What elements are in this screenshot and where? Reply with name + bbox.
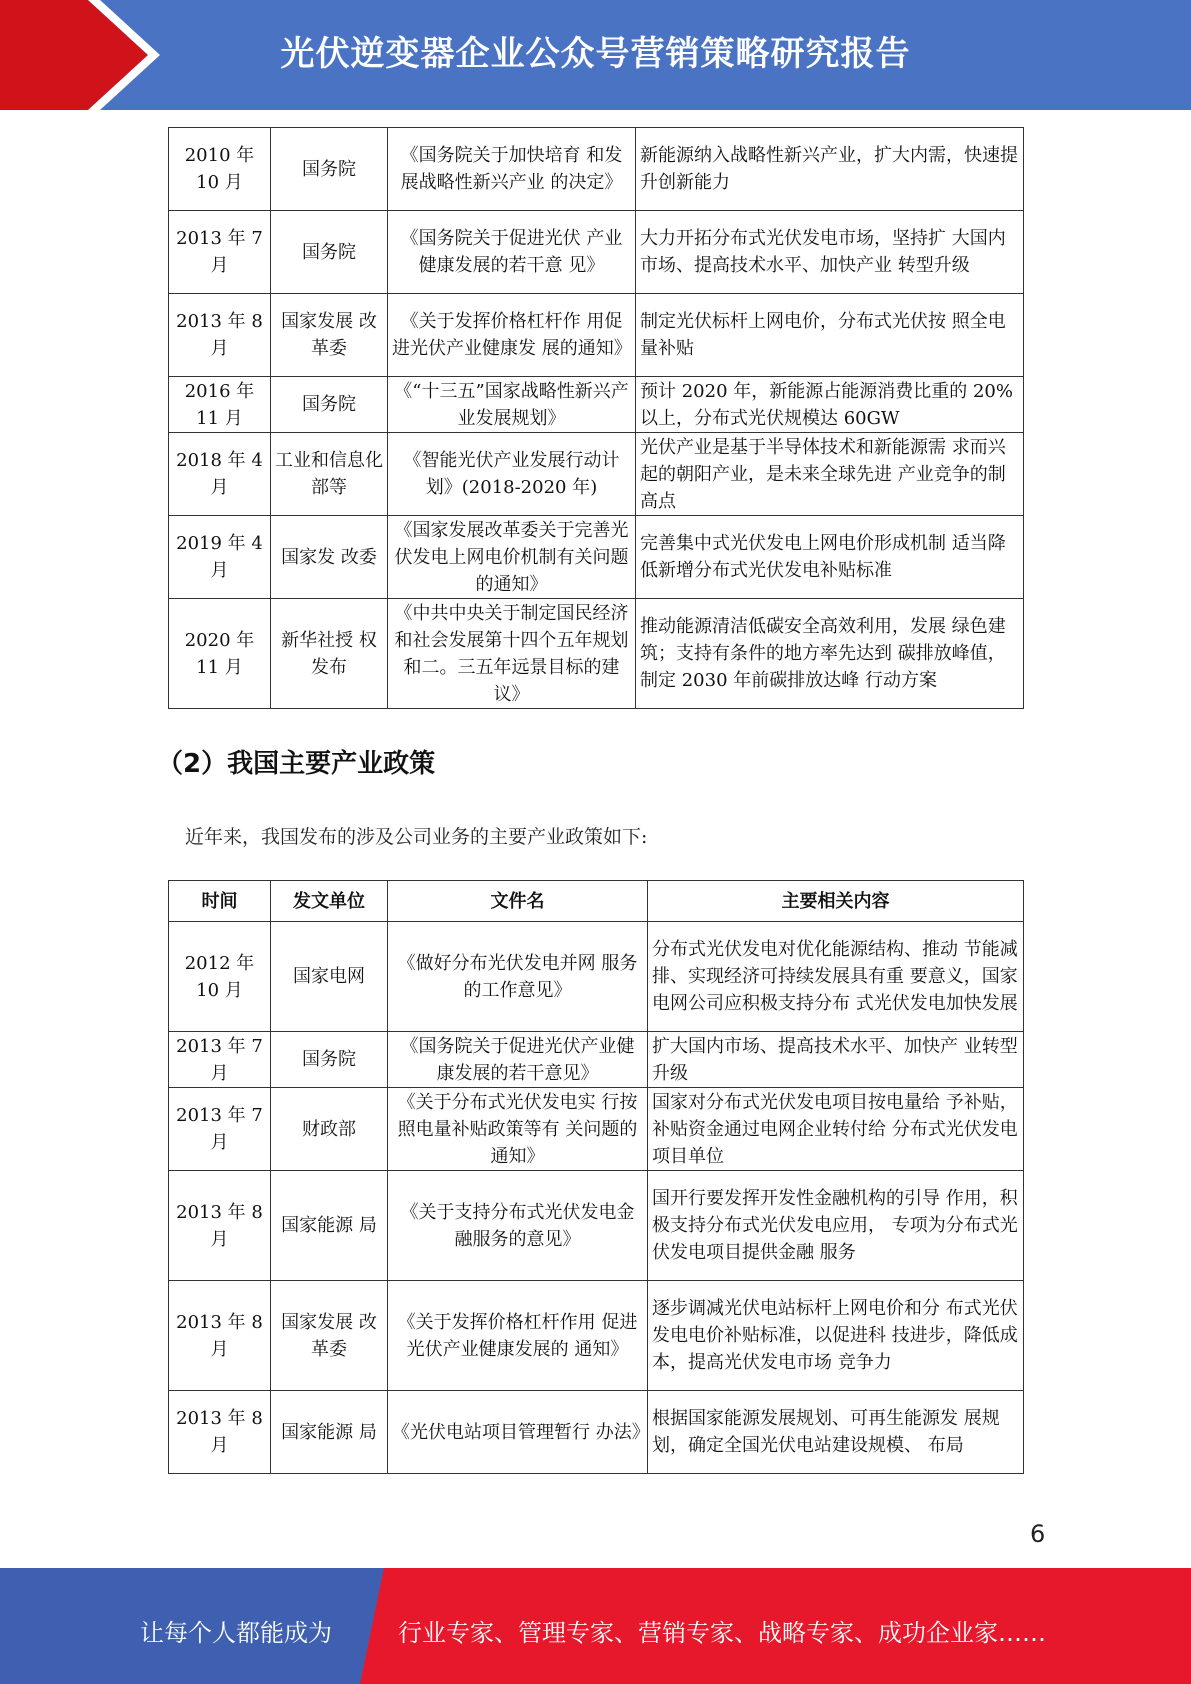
issuer-cell: 财政部 xyxy=(271,1088,388,1171)
content-cell: 分布式光伏发电对优化能源结构、推动 节能减排、实现经济可持续发展具有重 要意义，国家电网公司应积极支持分布 式光伏发电加快发展 xyxy=(648,922,1024,1032)
content-cell: 逐步调减光伏电站标杆上网电价和分 布式光伏发电电价补贴标准，以促进科 技进步，降低成本，提高光伏发电市场 竞争力 xyxy=(648,1281,1024,1391)
table-row xyxy=(169,1088,1024,1171)
document-cell: 《做好分布光伏发电并网 服务的工作意见》 xyxy=(388,922,648,1032)
date-cell: 2020 年 11 月 xyxy=(169,599,271,709)
table-row xyxy=(169,516,1024,599)
document-cell: 《国务院关于促进光伏 产业健康发展的若干意 见》 xyxy=(388,211,636,294)
issuer-cell: 国家发展 改革委 xyxy=(271,1281,388,1391)
content-cell: 根据国家能源发展规划、可再生能源发 展规划，确定全国光伏电站建设规模、 布局 xyxy=(648,1391,1024,1474)
issuer-cell: 国家发 改委 xyxy=(271,516,388,599)
date-cell: 2013 年 8 月 xyxy=(169,1171,271,1281)
footer-slogan-left: 让每个人都能成为 xyxy=(140,1619,332,1647)
date-cell: 2013 年 7 月 xyxy=(169,1032,271,1088)
issuer-cell: 国家能源 局 xyxy=(271,1171,388,1281)
document-cell: 《国家发展改革委关于完善光伏发电上网电价机制有关问题的通知》 xyxy=(388,516,636,599)
column-header-issuer: 发文单位 xyxy=(271,881,388,922)
content-cell: 扩大国内市场、提高技术水平、加快产 业转型升级 xyxy=(648,1032,1024,1088)
date-cell: 2012 年 10 月 xyxy=(169,922,271,1032)
table-row xyxy=(169,1032,1024,1088)
date-cell: 2018 年 4 月 xyxy=(169,433,271,516)
document-cell: 《中共中央关于制定国民经济和社会发展第十四个五年规划和二。三五年远景目标的建议》 xyxy=(388,599,636,709)
table-row xyxy=(169,377,1024,433)
content-cell: 推动能源清洁低碳安全高效利用，发展 绿色建筑；支持有条件的地方率先达到 碳排放峰值，制定 2030 年前碳排放达峰 行动方案 xyxy=(636,599,1024,709)
table-row xyxy=(169,128,1024,211)
issuer-cell: 国家电网 xyxy=(271,922,388,1032)
intro-paragraph: 近年来，我国发布的涉及公司业务的主要产业政策如下: xyxy=(185,826,648,848)
table-header-row xyxy=(169,881,1024,922)
page-number: 6 xyxy=(1030,1520,1046,1548)
issuer-cell: 国务院 xyxy=(271,128,388,211)
report-title: 光伏逆变器企业公众号营销策略研究报告 xyxy=(280,34,911,74)
column-header-content: 主要相关内容 xyxy=(648,881,1024,922)
table-row xyxy=(169,1391,1024,1474)
table-row xyxy=(169,599,1024,709)
document-cell: 《关于支持分布式光伏发电金融服务的意见》 xyxy=(388,1171,648,1281)
issuer-cell: 国务院 xyxy=(271,1032,388,1088)
content-cell: 新能源纳入战略性新兴产业，扩大内需，快速提升创新能力 xyxy=(636,128,1024,211)
column-header-document: 文件名 xyxy=(388,881,648,922)
document-cell: 《国务院关于促进光伏产业健康发展的若干意见》 xyxy=(388,1032,648,1088)
content-cell: 国开行要发挥开发性金融机构的引导 作用，积极支持分布式光伏发电应用， 专项为分布式光伏发电项目提供金融 服务 xyxy=(648,1171,1024,1281)
date-cell: 2013 年 7 月 xyxy=(169,211,271,294)
table-row xyxy=(169,922,1024,1032)
table-row xyxy=(169,1281,1024,1391)
issuer-cell: 国务院 xyxy=(271,377,388,433)
document-cell: 《国务院关于加快培育 和发展战略性新兴产业 的决定》 xyxy=(388,128,636,211)
content-cell: 大力开拓分布式光伏发电市场，坚持扩 大国内市场、提高技术水平、加快产业 转型升级 xyxy=(636,211,1024,294)
date-cell: 2019 年 4 月 xyxy=(169,516,271,599)
document-cell: 《光伏电站项目管理暂行 办法》 xyxy=(388,1391,648,1474)
date-cell: 2010 年 10 月 xyxy=(169,128,271,211)
issuer-cell: 工业和信息化部等 xyxy=(271,433,388,516)
policy-table-continued xyxy=(168,127,1024,709)
content-cell: 光伏产业是基于半导体技术和新能源需 求而兴起的朝阳产业，是未来全球先进 产业竞争的制高点 xyxy=(636,433,1024,516)
table-row xyxy=(169,294,1024,377)
table-row xyxy=(169,433,1024,516)
document-cell: 《关于发挥价格杠杆作 用促进光伏产业健康发 展的通知》 xyxy=(388,294,636,377)
content-cell: 预计 2020 年，新能源占能源消费比重的 20%以上，分布式光伏规模达 60GW xyxy=(636,377,1024,433)
issuer-cell: 新华社授 权发布 xyxy=(271,599,388,709)
issuer-cell: 国务院 xyxy=(271,211,388,294)
date-cell: 2013 年 8 月 xyxy=(169,294,271,377)
content-cell: 制定光伏标杆上网电价，分布式光伏按 照全电量补贴 xyxy=(636,294,1024,377)
document-cell: 《关于发挥价格杠杆作用 促进光伏产业健康发展的 通知》 xyxy=(388,1281,648,1391)
date-cell: 2013 年 8 月 xyxy=(169,1281,271,1391)
issuer-cell: 国家发展 改革委 xyxy=(271,294,388,377)
section-heading: （2）我国主要产业政策 xyxy=(157,749,436,779)
issuer-cell: 国家能源 局 xyxy=(271,1391,388,1474)
document-cell: 《“十三五”国家战略性新兴产业发展规划》 xyxy=(388,377,636,433)
content-cell: 国家对分布式光伏发电项目按电量给 予补贴，补贴资金通过电网企业转付给 分布式光伏发电项目单位 xyxy=(648,1088,1024,1171)
date-cell: 2013 年 8 月 xyxy=(169,1391,271,1474)
table-row xyxy=(169,211,1024,294)
column-header-time: 时间 xyxy=(169,881,271,922)
date-cell: 2013 年 7 月 xyxy=(169,1088,271,1171)
document-cell: 《关于分布式光伏发电实 行按照电量补贴政策等有 关问题的通知》 xyxy=(388,1088,648,1171)
content-cell: 完善集中式光伏发电上网电价形成机制 适当降低新增分布式光伏发电补贴标准 xyxy=(636,516,1024,599)
table-row xyxy=(169,1171,1024,1281)
document-cell: 《智能光伏产业发展行动计划》(2018-2020 年) xyxy=(388,433,636,516)
date-cell: 2016 年 11 月 xyxy=(169,377,271,433)
industry-policy-table xyxy=(168,880,1024,1474)
footer-slogan-right: 行业专家、管理专家、营销专家、战略专家、成功企业家…… xyxy=(398,1619,1046,1647)
